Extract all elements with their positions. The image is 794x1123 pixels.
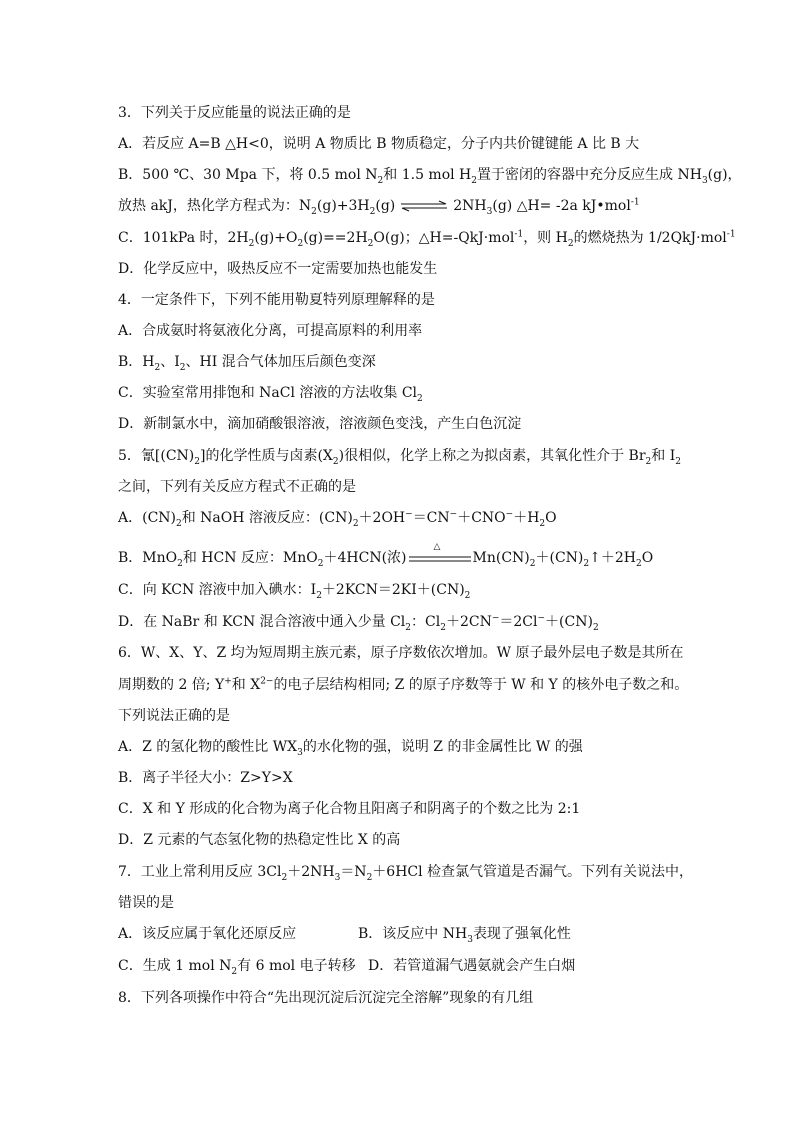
q7-stem-line1: 7．工业上常利用反应 $3Cl_2+2NH_3=N_2+6HCl$ 检查氯气管道是否漏气。下列有关说法中， <box>118 864 694 883</box>
q3-option-d: D．化学反应中，吸热反应不一定需要加热也能发生 <box>118 261 438 277</box>
q5-option-c: C．向 KCN 溶液中加入碘水：$I_2+2KCN=2KI+(CN)_2$ <box>118 582 471 601</box>
q6-option-b: B．离子半径大小：Z>Y>X <box>118 770 293 786</box>
q4-option-b: B．$H_2$、$I_2$、HI 混合气体加压后颜色变深 <box>118 354 376 373</box>
q6-option-a: A．Z 的氢化物的酸性比 $WX_3$的水化物的强，说明 Z 的非金属性比 W 的强 <box>118 739 583 758</box>
q4-option-c: C．实验室常用排饱和 NaCl 溶液的方法收集 $Cl_2$ <box>118 385 423 404</box>
q3-option-b-line1: B．500 ℃、30 Mpa 下，将 0.5 mol $N_2$和 1.5 mol $H_2$置于密闭的容器中充分反应生成 $NH_3(g)$， <box>118 167 742 186</box>
q6-stem-line2: 周期数的 2 倍; Y+和 $X^{2-}$的电子层结构相同; Z 的原子序数等于 W 和 Y 的核外电子数之和。 <box>118 676 689 693</box>
q4-option-a: A．合成氨时将氨液化分离，可提高原料的利用率 <box>118 323 423 339</box>
q3-option-a: A．若反应 A=B △H<0，说明 A 物质比 B 物质稳定，分子内共价键键能 A 比 B 大 <box>118 136 640 152</box>
q5-option-a: A．$(CN)_2$和 NaOH 溶液反应：$(CN)_2+2OH^-=CN^-+CNO^-+H_2O$ <box>118 509 557 529</box>
q5-option-b: B．MnO$_2$和 HCN 反应：MnO$_2$＋4HCN(浓) △ $Mn(CN)_2+(CN)_2↑+2H_2O$ <box>118 542 654 569</box>
q6-option-c: C．X 和 Y 形成的化合物为离子化合物且阳离子和阴离子的个数之比为 2:1 <box>118 801 581 817</box>
q7-option-c: C．生成 1 mol $N_2$有 6 mol 电子转移 <box>118 958 356 977</box>
reversible-arrow-icon <box>399 200 449 212</box>
q6-option-d: D．Z 元素的气态氢化物的热稳定性比 X 的高 <box>118 832 401 848</box>
q8-stem: 8．下列各项操作中符合“先出现沉淀后沉淀完全溶解”现象的有几组 <box>118 990 534 1006</box>
q7-option-d: D．若管道漏气遇氨就会产生白烟 <box>368 958 576 974</box>
q3-option-c: C．101kPa 时，$2H_2(g)+O_2(g)==2H_2O(g)$；△H=-QkJ·mol$^{-1}$，则 $H_2$的燃烧热为 1/2QkJ·mol$^{-1}$ <box>118 229 736 249</box>
q5-option-d: D．在 NaBr 和 KCN 混合溶液中通入少量 $Cl_2$：$Cl_2+2CN^-=2Cl^-+(CN)_2$ <box>118 613 599 633</box>
q5-stem-line1: 5．氰$[(CN)_2]$的化学性质与卤素$(X_2)$很相似，化学上称之为拟卤素，其氧化性介于 $Br_2$和 $I_2$ <box>118 448 681 467</box>
q4-option-d: D．新制氯水中，滴加硝酸银溶液，溶液颜色变浅，产生白色沉淀 <box>118 416 522 432</box>
q5-stem-line2: 之间，下列有关反应方程式不正确的是 <box>118 479 356 495</box>
q7-option-a: A．该反应属于氧化还原反应 <box>118 926 297 942</box>
q6-stem-line1: 6．W、X、Y、Z 均为短周期主族元素，原子序数依次增加。W 原子最外层电子数是其所在 <box>118 645 684 661</box>
heat-triangle-icon: △ <box>433 542 441 552</box>
q7-stem-line2: 错误的是 <box>118 895 174 911</box>
heating-arrow <box>409 542 471 565</box>
q6-stem-line3: 下列说法正确的是 <box>118 708 230 724</box>
q3-stem: 3．下列关于反应能量的说法正确的是 <box>118 105 351 121</box>
q7-option-b: B．该反应中 $NH_3$表现了强氧化性 <box>358 926 571 945</box>
q4-stem: 4．一定条件下，下列不能用勒夏特列原理解释的是 <box>118 292 435 308</box>
q3-option-b-line2: 放热 akJ，热化学方程式为：$N_2(g)+3H_2(g)$ $2NH_3(g)$ △H= -2a kJ•mol$^{-1}$ <box>118 197 640 217</box>
